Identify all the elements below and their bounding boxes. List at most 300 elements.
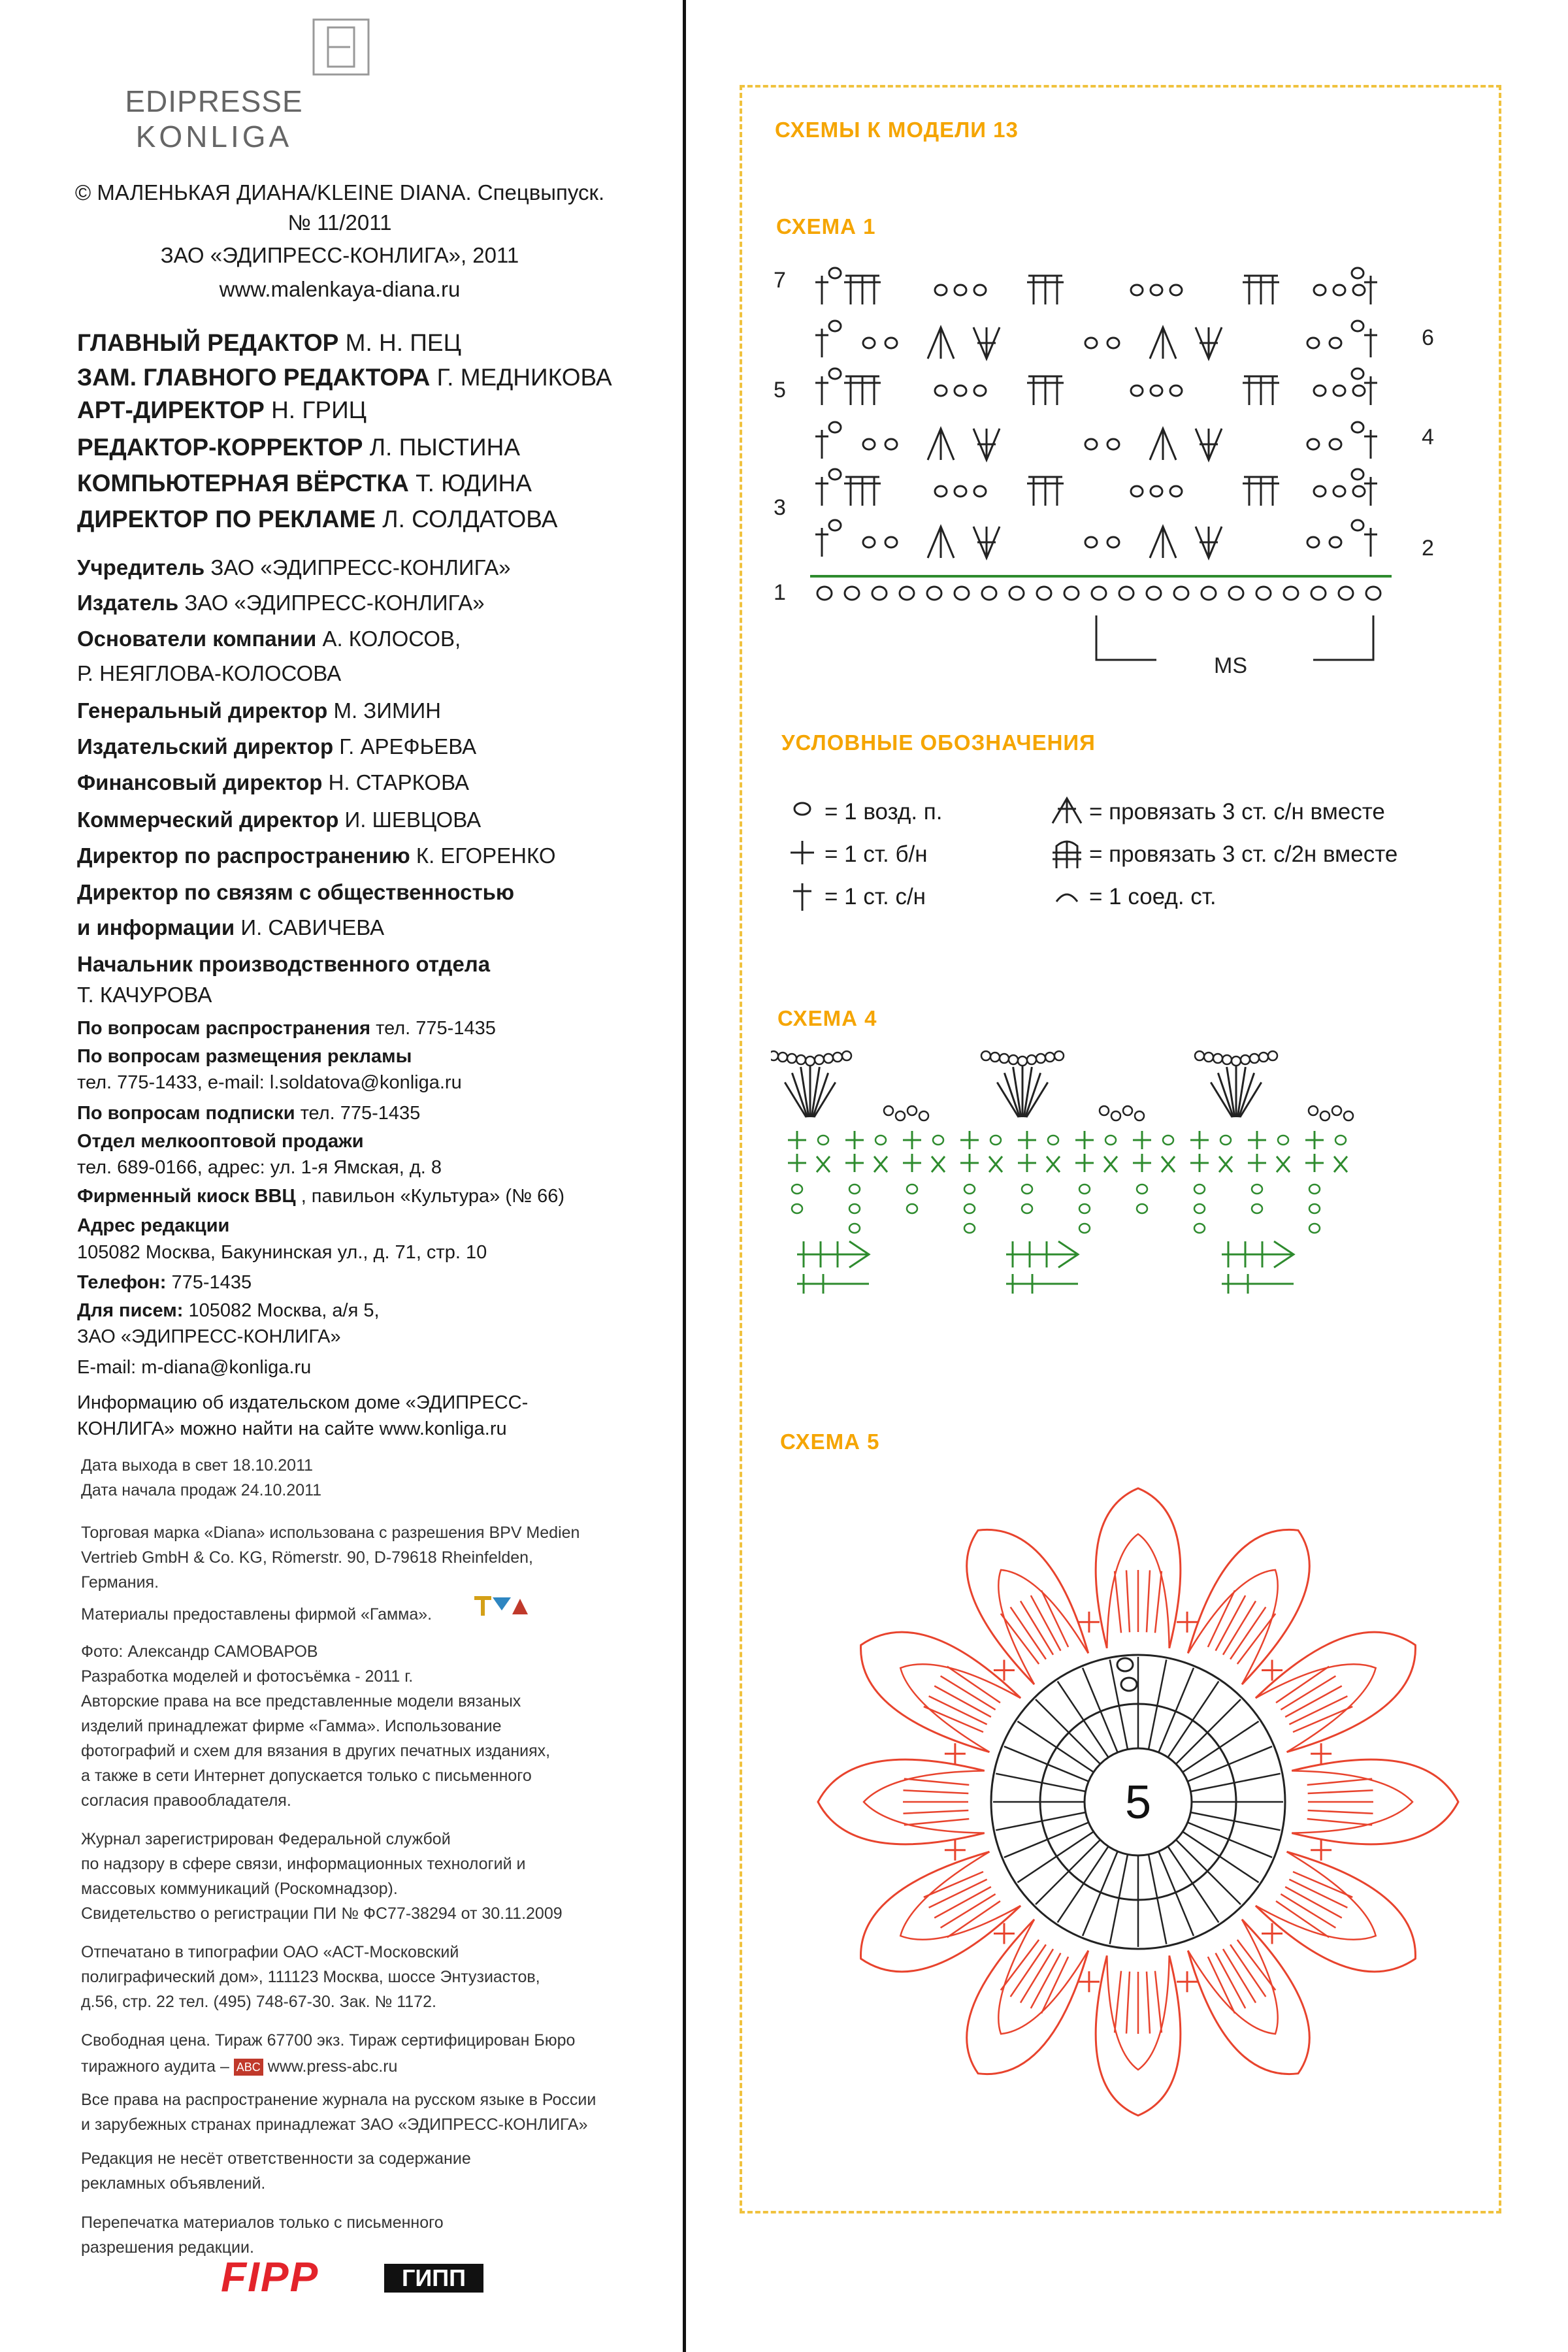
chain-stitch	[1352, 469, 1364, 480]
chain-stitch	[1079, 1224, 1090, 1233]
chain-stitch	[1229, 587, 1243, 600]
petal-outline	[861, 1632, 1021, 1752]
schemas-header: СХЕМЫ К МОДЕЛИ 13	[775, 118, 1019, 142]
chain-stitch	[974, 385, 986, 396]
staff-role: КОМПЬЮТЕРНАЯ ВЁРСТКА	[77, 470, 409, 497]
legal-line: по надзору в сфере связи, информационных технологий и	[81, 1855, 526, 1873]
chain-stitch	[1079, 1184, 1090, 1194]
chain-stitch	[1107, 338, 1119, 348]
chain-stitch	[875, 1135, 886, 1145]
legal-line: Фото: Александр САМОВАРОВ	[81, 1642, 318, 1661]
petal-outline	[1188, 1529, 1309, 1684]
legend-tr3tog-icon	[1049, 836, 1085, 872]
petal-stitch	[1126, 1570, 1130, 1632]
picot-chain	[815, 1055, 824, 1064]
chain-stitch	[1309, 1204, 1320, 1213]
sc-stitch	[1075, 1131, 1094, 1149]
chain-stitch	[1048, 1135, 1058, 1145]
chain-stitch	[1314, 486, 1326, 497]
brand-top: EDIPRESSE	[125, 84, 303, 118]
petal-outline	[967, 1919, 1088, 2074]
dc-stitch	[1364, 376, 1377, 405]
petal-stitch	[1155, 1571, 1162, 1633]
dc-stitch	[1243, 477, 1256, 506]
picot-chain	[833, 1053, 842, 1062]
column-divider	[683, 0, 686, 2352]
legal-line: Дата выхода в свет 18.10.2011	[81, 1456, 314, 1475]
dc3tog-stitch	[1150, 527, 1176, 558]
dc-stitch	[1266, 477, 1279, 506]
legal-line: фотографий и схем для вязания в других печатных изданиях,	[81, 1742, 551, 1760]
company-row	[77, 980, 212, 1010]
dc-stitch	[1266, 376, 1279, 405]
chain-stitch	[1085, 439, 1097, 449]
dc-stitch	[856, 376, 869, 405]
sc-x-stitch	[788, 1154, 830, 1172]
credits-website[interactable]: www.malenkaya-diana.ru	[219, 277, 461, 301]
chain-stitch	[1137, 1204, 1147, 1213]
dc3tog-stitch	[928, 527, 954, 558]
chain-stitch	[1147, 587, 1161, 600]
row-number: 6	[1422, 325, 1434, 350]
sc-stitch	[945, 1840, 966, 1861]
contact-value: E-mail: m-diana@konliga.ru	[77, 1357, 312, 1378]
picot-chain	[778, 1053, 787, 1062]
sc-x-stitch	[960, 1154, 1002, 1172]
legend-label: = 1 ст. с/н	[825, 884, 926, 909]
chain-stitch	[1309, 1184, 1320, 1194]
chain-stitch	[935, 385, 947, 396]
chain-stitch	[885, 537, 897, 547]
contact-row	[77, 1298, 380, 1323]
chain-stitch	[829, 368, 841, 379]
legal-line: а также в сети Интернет допускается только с письменного	[81, 1767, 532, 1785]
petal-stitch	[1307, 1779, 1373, 1785]
contact-label: По вопросам размещения рекламы	[77, 1046, 412, 1067]
chain-stitch	[1174, 587, 1188, 600]
dc-stitch	[844, 477, 857, 506]
chain-stitch	[955, 385, 966, 396]
picot-chain	[1241, 1055, 1250, 1064]
petal-stitch	[1308, 1810, 1373, 1814]
chain-stitch	[829, 268, 841, 278]
legend-label: = 1 возд. п.	[825, 799, 943, 825]
gipp-logo: ГИПП	[384, 2264, 483, 2293]
company-row	[77, 659, 341, 689]
dc-stitch	[1051, 376, 1064, 405]
contact-value: тел. 775-1435	[376, 1018, 496, 1039]
staff-role: ДИРЕКТОР ПО РЕКЛАМЕ	[77, 506, 376, 532]
chain-stitch	[1170, 385, 1182, 396]
sc-x-stitch	[1133, 1154, 1175, 1172]
chain-stitch	[1335, 1135, 1346, 1145]
contact-value: , павильон «Культура» (№ 66)	[301, 1186, 565, 1207]
legend-label: = провязать 3 ст. с/2н вместе	[1089, 841, 1398, 867]
chain-stitch	[1107, 439, 1119, 449]
chain-stitch	[900, 587, 914, 600]
contact-value: 775-1435	[171, 1272, 252, 1293]
legal-line: Отпечатано в типографии ОАО «АСТ-Московский	[81, 1943, 459, 1961]
chain-stitch	[1352, 422, 1364, 433]
petal-stitch	[1308, 1790, 1373, 1793]
chain-stitch	[1339, 587, 1353, 600]
company-role: Основатели компании	[77, 627, 317, 651]
dc-stitch	[868, 477, 881, 506]
dc-stitch	[1039, 276, 1052, 304]
legal-line: полиграфический дом», 111123 Москва, шоссе Энтузиастов,	[81, 1968, 540, 1986]
contact-label: Для писем:	[77, 1300, 184, 1321]
company-row	[77, 768, 469, 798]
chain-stitch	[964, 1224, 975, 1233]
chain-stitch	[1085, 537, 1097, 547]
chain-stitch	[863, 338, 875, 348]
company-name: М. ЗИМИН	[333, 698, 442, 723]
petal-stitch	[1147, 1972, 1150, 2034]
dc-stitch	[1051, 276, 1064, 304]
legal-line: рекламных объявлений.	[81, 2174, 266, 2193]
petal-stitch	[1155, 1971, 1162, 2033]
company-role: Коммерческий директор	[77, 808, 339, 832]
dc-stitch	[1039, 477, 1052, 506]
staff-row	[77, 327, 461, 359]
edipresse-logo-icon	[312, 18, 370, 76]
chain-stitch	[896, 1111, 905, 1120]
legal-line: массовых коммуникаций (Роскомнадзор).	[81, 1880, 398, 1898]
legal-line: Свободная цена. Тираж 67700 экз. Тираж сертифицирован Бюро	[81, 2031, 576, 2050]
contact-label: По вопросам подписки	[77, 1103, 295, 1124]
company-role: Издательский директор	[77, 734, 334, 759]
chain-stitch	[1344, 1111, 1353, 1120]
legal-line: Торговая марка «Diana» использована с разрешения BPV Medien	[81, 1524, 580, 1542]
chain-stitch	[1022, 1204, 1032, 1213]
chain-stitch	[1064, 587, 1079, 600]
row-number: 2	[1422, 536, 1434, 561]
chain-stitch	[1252, 1184, 1262, 1194]
chain-stitch	[1107, 537, 1119, 547]
petal-outline	[1256, 1852, 1416, 1972]
audit-site[interactable]: www.press-abc.ru	[267, 2057, 398, 2076]
legal-line: Редакция не несёт ответственности за содержание	[81, 2149, 471, 2168]
dc-stitch	[1364, 430, 1377, 459]
staff-role: ЗАМ. ГЛАВНОГО РЕДАКТОРА	[77, 364, 431, 391]
center-number: 5	[1124, 1776, 1152, 1829]
sc-stitch	[1311, 1840, 1331, 1861]
chain-stitch	[1352, 268, 1364, 278]
contact-row	[77, 1324, 341, 1349]
petal-outline	[1256, 1632, 1416, 1752]
legal-line: д.56, стр. 22 тел. (495) 748-67-30. Зак. № 1172.	[81, 1993, 436, 2011]
leaf-motif	[797, 1241, 869, 1267]
sc-x-stitch	[903, 1154, 945, 1172]
chain-stitch	[1307, 537, 1319, 547]
chain-stitch	[1333, 285, 1345, 295]
sc-x-stitch	[1075, 1154, 1117, 1172]
contact-row	[77, 1070, 462, 1095]
dc3tog-stitch	[928, 429, 954, 460]
inverse-fan-stitch	[1196, 327, 1222, 359]
chain-stitch	[935, 486, 947, 497]
company-row	[77, 949, 490, 979]
chain-stitch	[919, 1111, 928, 1120]
sc-stitch	[1079, 1612, 1100, 1633]
contact-label: Адрес редакции	[77, 1215, 230, 1236]
chain-stitch	[974, 486, 986, 497]
sc-stitch	[1177, 1612, 1198, 1633]
chain-stitch	[1309, 1224, 1320, 1233]
chain-stitch	[1307, 439, 1319, 449]
staff-row	[77, 394, 367, 427]
sc-stitch	[1311, 1743, 1331, 1764]
sc-x-stitch	[1018, 1154, 1060, 1172]
dc-stitch	[1243, 376, 1256, 405]
schema4-diagram	[771, 1045, 1392, 1333]
leaf-motif	[797, 1274, 869, 1294]
dc-stitch	[1027, 477, 1040, 506]
contact-value: ЗАО «ЭДИПРЕСС-КОНЛИГА»	[77, 1326, 341, 1347]
chain-stitch	[907, 1106, 917, 1115]
chain-stitch	[1022, 1184, 1032, 1194]
staff-role: РЕДАКТОР-КОРРЕКТОР	[77, 434, 363, 461]
chain-stitch	[990, 1135, 1001, 1145]
chain-stitch	[1151, 486, 1162, 497]
contact-value: тел. 775-1433, e-mail: l.soldatova@konliga.ru	[77, 1072, 462, 1093]
chain-stitch	[1100, 1106, 1109, 1115]
contact-label: Фирменный киоск ВВЦ	[77, 1186, 296, 1207]
ms-label: MS	[1214, 653, 1247, 678]
company-row	[77, 841, 556, 871]
sc-x-stitch	[1190, 1154, 1232, 1172]
info-line: Информацию об издательском доме «ЭДИПРЕСС-	[77, 1392, 529, 1413]
petal-stitch	[903, 1790, 968, 1793]
petal-stitch	[1307, 1819, 1373, 1825]
dc-stitch	[844, 376, 857, 405]
chain-stitch	[955, 486, 966, 497]
company-role: Финансовый директор	[77, 770, 323, 794]
chain-stitch	[907, 1184, 917, 1194]
gamma-logo-icon	[472, 1591, 532, 1620]
staff-name: Т. ЮДИНА	[416, 470, 532, 497]
petal-inner	[900, 1664, 1021, 1752]
chain-stitch	[982, 587, 996, 600]
company-row	[77, 877, 514, 907]
picot-chain	[806, 1056, 815, 1066]
dc-stitch	[1027, 276, 1040, 304]
company-role: Генеральный директор	[77, 698, 328, 723]
chain-stitch	[1332, 1106, 1341, 1115]
legal-line: Все права на распространение журнала на русском языке в России	[81, 2091, 596, 2109]
contact-row	[77, 1213, 229, 1238]
dc-stitch	[1254, 477, 1267, 506]
chain-stitch	[1105, 1135, 1116, 1145]
company-row	[77, 913, 384, 943]
contact-row	[77, 1270, 252, 1295]
petal-stitch	[903, 1810, 968, 1814]
info-line: КОНЛИГА» можно найти на сайте www.konliga.ru	[77, 1418, 507, 1439]
chain-stitch	[829, 321, 841, 331]
chain-stitch	[849, 1224, 860, 1233]
sc-stitch	[1177, 1971, 1198, 1992]
dc-stitch	[1364, 528, 1377, 557]
chain-stitch	[1309, 1106, 1318, 1115]
chain-stitch	[849, 1204, 860, 1213]
chain-stitch	[1201, 587, 1216, 600]
chain-stitch	[863, 537, 875, 547]
staff-row	[77, 361, 612, 394]
chain-stitch	[818, 1135, 828, 1145]
chain-stitch	[863, 439, 875, 449]
chain-stitch	[1137, 1184, 1147, 1194]
chain-stitch	[829, 469, 841, 480]
company-name: ЗАО «ЭДИПРЕСС-КОНЛИГА»	[210, 555, 511, 580]
chain-stitch	[1151, 385, 1162, 396]
chain-stitch	[1366, 587, 1380, 600]
petal-outline	[1188, 1919, 1309, 2074]
legal-line: Перепечатка материалов только с письменного	[81, 2213, 444, 2232]
chain-stitch	[1353, 486, 1365, 497]
sc-stitch	[1190, 1131, 1209, 1149]
petal-inner	[1256, 1664, 1376, 1752]
chain-stitch	[884, 1106, 893, 1115]
dc-stitch	[856, 477, 869, 506]
chain-stitch	[1252, 1204, 1262, 1213]
company-name: И. ШЕВЦОВА	[344, 808, 482, 832]
chain-stitch	[1123, 1106, 1132, 1115]
chain-stitch	[1320, 1111, 1330, 1120]
company-name: Г. АРЕФЬЕВА	[339, 734, 477, 759]
chain-stitch	[1170, 486, 1182, 497]
sc-stitch	[788, 1131, 806, 1149]
contact-label: Телефон:	[77, 1272, 167, 1293]
picot-chain	[1213, 1054, 1222, 1063]
chain-stitch	[1330, 537, 1341, 547]
inverse-fan-stitch	[1196, 429, 1222, 460]
staff-row	[77, 431, 520, 464]
contact-value: 105082 Москва, а/я 5,	[188, 1300, 380, 1321]
chain-stitch	[849, 1184, 860, 1194]
sc-stitch	[1018, 1131, 1036, 1149]
staff-name: Л. СОЛДАТОВА	[382, 506, 558, 532]
schema4-title: СХЕМА 4	[777, 1006, 877, 1030]
dc-stitch	[1254, 376, 1267, 405]
audit-line	[81, 2055, 397, 2078]
company-name: Р. НЕЯГЛОВА-КОЛОСОВА	[77, 661, 342, 685]
chain-stitch	[1009, 587, 1024, 600]
chain-stitch	[845, 587, 859, 600]
chain-stitch	[1353, 285, 1365, 295]
picot-chain	[1018, 1056, 1027, 1066]
chain-stitch	[1307, 338, 1319, 348]
legal-line: изделий принадлежат фирме «Гамма». Использование	[81, 1717, 502, 1735]
company-role: Учредитель	[77, 555, 205, 580]
chain-stitch	[1314, 385, 1326, 396]
dc-stitch	[1364, 276, 1377, 304]
staff-name: М. Н. ПЕЦ	[345, 329, 461, 356]
contact-label: Отдел мелкооптовой продажи	[77, 1131, 364, 1152]
company-row	[77, 624, 461, 654]
staff-role: АРТ-ДИРЕКТОР	[77, 397, 265, 423]
contact-value: тел. 689-0166, адрес: ул. 1-я Ямская, д. 8	[77, 1157, 442, 1178]
legend-label: = 1 ст. б/н	[825, 841, 928, 867]
picot-chain	[1000, 1054, 1009, 1063]
chain-stitch	[1151, 285, 1162, 295]
petal-stitch	[1147, 1570, 1150, 1632]
sc-stitch	[1305, 1131, 1324, 1149]
dc-stitch	[815, 430, 828, 459]
legal-line: Авторские права на все представленные модели вязаных	[81, 1692, 521, 1710]
picot-chain	[1204, 1053, 1213, 1062]
legal-line: согласия правообладателя.	[81, 1791, 291, 1810]
contact-row	[77, 1240, 487, 1265]
contact-row	[77, 1016, 496, 1041]
chain-stitch	[872, 587, 887, 600]
contact-row	[77, 1155, 442, 1180]
audit-prefix: тиражного аудита –	[81, 2057, 229, 2076]
brand-bottom: KONLIGA	[135, 120, 293, 154]
chain-stitch	[1330, 338, 1341, 348]
chain-stitch	[1194, 1224, 1205, 1233]
petal-inner	[900, 1852, 1021, 1939]
legal-line: разрешения редакции.	[81, 2238, 254, 2257]
legend-chain-icon	[784, 793, 821, 830]
dc-stitch	[1243, 276, 1256, 304]
legal-line: Материалы предоставлены фирмой «Гамма».	[81, 1605, 433, 1624]
chain-stitch	[1284, 587, 1298, 600]
picot-chain	[1054, 1051, 1064, 1060]
masthead-column	[0, 0, 679, 2352]
company-name: К. ЕГОРЕНКО	[416, 843, 556, 868]
staff-name: Л. ПЫСТИНА	[369, 434, 521, 461]
chain-stitch	[1131, 385, 1143, 396]
legend-dc3tog-icon	[1049, 793, 1085, 830]
staff-name: Г. МЕДНИКОВА	[436, 364, 612, 391]
chain-stitch	[1256, 587, 1271, 600]
picot-chain	[1222, 1055, 1232, 1064]
company-role: Начальник производственного отдела	[77, 952, 491, 976]
sc-x-stitch	[1248, 1154, 1290, 1172]
chain-stitch	[1330, 439, 1341, 449]
sc-stitch	[1248, 1131, 1266, 1149]
petal-stitch	[1115, 1971, 1121, 2033]
picot-chain	[1232, 1056, 1241, 1066]
petal-inner	[1256, 1852, 1376, 1939]
sc-stitch	[1133, 1131, 1151, 1149]
chain-stitch	[1131, 285, 1143, 295]
chain-stitch	[955, 587, 969, 600]
picot-chain	[796, 1055, 806, 1064]
legend-sc-icon	[784, 836, 821, 872]
chain-stitch	[1119, 587, 1134, 600]
contact-row	[77, 1129, 364, 1154]
legend-label: = 1 соед. ст.	[1089, 884, 1217, 909]
chain-stitch	[885, 338, 897, 348]
contact-value: тел. 775-1435	[300, 1103, 421, 1124]
chain-stitch	[1092, 587, 1106, 600]
chain-stitch	[792, 1204, 802, 1213]
picot-chain	[1036, 1054, 1045, 1063]
chain-stitch	[1163, 1135, 1173, 1145]
company-name: Т. КАЧУРОВА	[77, 983, 212, 1007]
contact-label: По вопросам распространения	[77, 1018, 371, 1039]
chain-stitch	[1220, 1135, 1231, 1145]
chain-stitch	[1079, 1204, 1090, 1213]
chain-stitch	[1278, 1135, 1288, 1145]
company-role: Директор по связям с общественностью	[77, 880, 515, 904]
legal-line: и зарубежных странах принадлежат ЗАО «ЭДИПРЕСС-КОНЛИГА»	[81, 2115, 588, 2134]
sc-stitch	[845, 1131, 864, 1149]
company-name: А. КОЛОСОВ,	[322, 627, 461, 651]
contact-row	[77, 1184, 564, 1209]
legal-line: Разработка моделей и фотосъёмка - 2011 г.	[81, 1667, 414, 1686]
